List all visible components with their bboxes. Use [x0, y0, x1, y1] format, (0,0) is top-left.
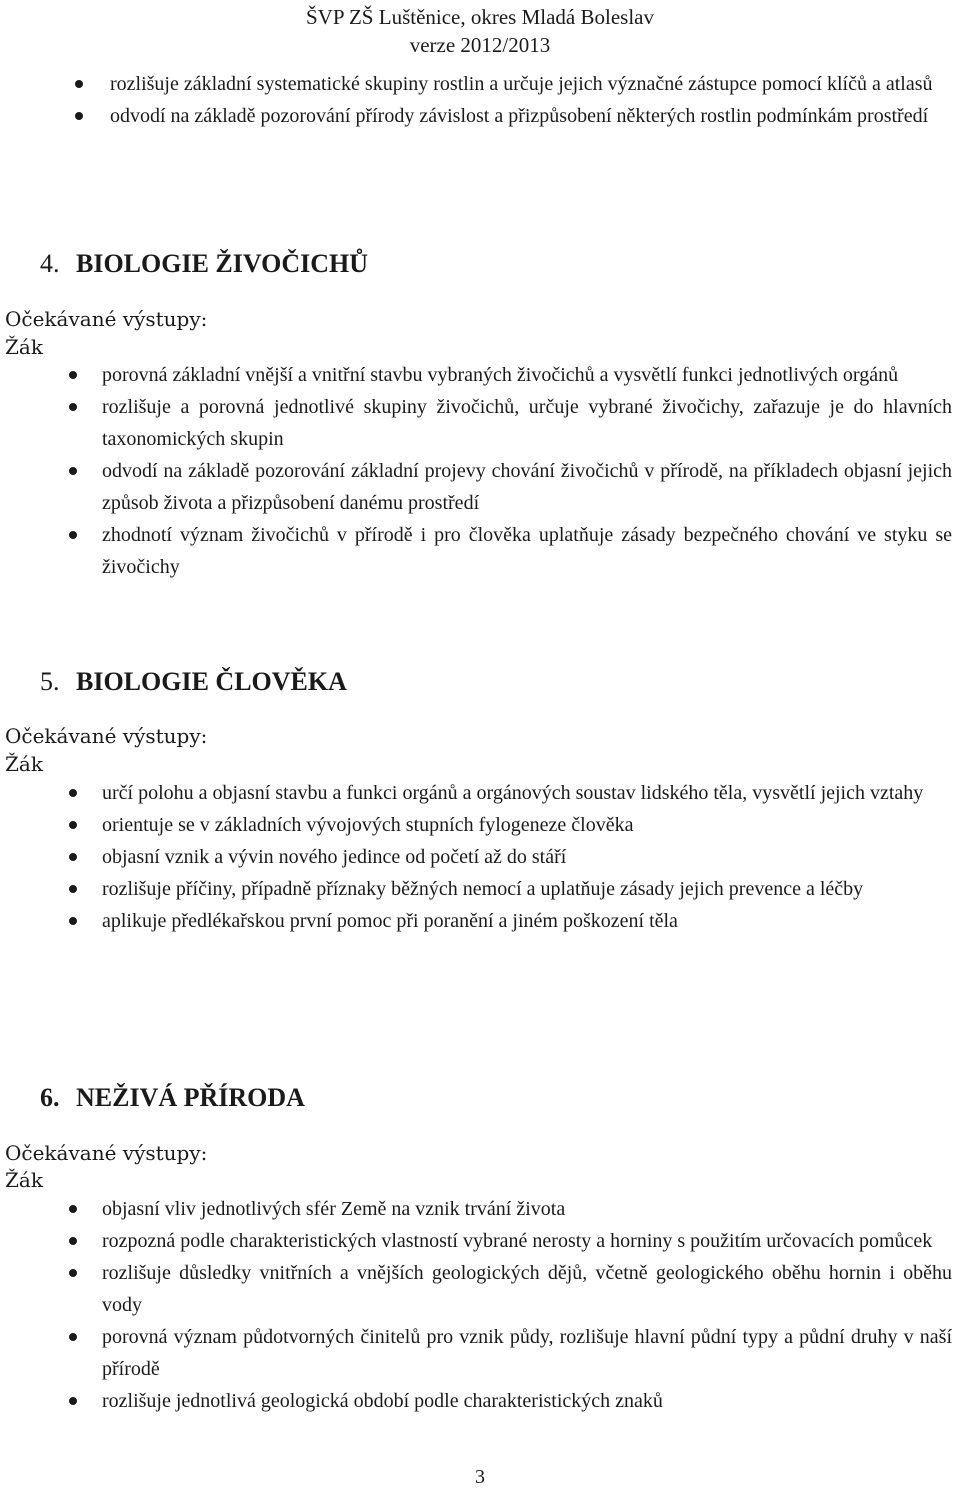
section-number: 6.	[40, 1083, 60, 1112]
list-item: porovná význam půdotvorných činitelů pro vznik půdy, rozlišuje hlavní půdní typy a půdní druhy v naší přírodě	[0, 1321, 960, 1385]
list-item: rozlišuje příčiny, případně příznaky běžných nemocí a uplatňuje zásady jejich prevence a léčby	[0, 873, 960, 905]
list-item: zhodnotí význam živočichů v přírodě i pro člověka uplatňuje zásady bezpečného chování ve styku se živočichy	[0, 519, 960, 583]
section-list	[0, 777, 960, 937]
list-item: určí polohu a objasní stavbu a funkci orgánů a orgánových soustav lidského těla, vysvětlí jejich vztahy	[0, 777, 960, 809]
section-heading	[40, 666, 347, 698]
section-title: BIOLOGIE ŽIVOČICHŮ	[76, 249, 369, 278]
section-number: 4.	[40, 249, 60, 278]
list-item: odvodí na základě pozorování základní projevy chování živočichů v přírodě, na příkladech objasní jejich způsob života a přizpůsobení danému prostředí	[0, 455, 960, 519]
list-item: aplikuje předlékařskou první pomoc při poranění a jiném poškození těla	[0, 905, 960, 937]
list-item: orientuje se v základních vývojových stupních fylogeneze člověka	[0, 809, 960, 841]
list-item: rozlišuje základní systematické skupiny rostlin a určuje jejich význačné zástupce pomocí klíčů a atlasů	[0, 68, 960, 100]
section-list-block	[0, 1193, 960, 1417]
page-number: 3	[475, 1466, 485, 1488]
section-title: NEŽIVÁ PŘÍRODA	[76, 1083, 305, 1112]
section-heading	[40, 248, 368, 280]
list-item: rozlišuje důsledky vnitřních a vnějších geologických dějů, včetně geologického oběhu hornin i oběhu vody	[0, 1257, 960, 1321]
list-item: objasní vznik a vývin nového jedince od početí až do stáří	[0, 841, 960, 873]
page-header	[0, 4, 960, 58]
intro-list-block	[0, 68, 960, 132]
list-item: rozlišuje jednotlivá geologická období podle charakteristických znaků	[0, 1385, 960, 1417]
section-list	[0, 1193, 960, 1417]
section-number: 5.	[40, 667, 60, 696]
list-item: porovná základní vnější a vnitřní stavbu vybraných živočichů a vysvětlí funkci jednotlivých orgánů	[0, 359, 960, 391]
section-list	[0, 359, 960, 583]
pupil-label: Žák	[5, 752, 43, 776]
intro-list	[0, 68, 960, 132]
school-name: ŠVP ZŠ Luštěnice, okres Mladá Boleslav	[305, 5, 654, 29]
outputs-label: Očekávané výstupy:	[5, 724, 208, 748]
section-heading	[40, 1082, 305, 1114]
outputs-label: Očekávané výstupy:	[5, 307, 208, 331]
outputs-label: Očekávané výstupy:	[5, 1141, 208, 1165]
list-item: rozlišuje a porovná jednotlivé skupiny živočichů, určuje vybrané živočichy, zařazuje je do hlavních taxonomických skupin	[0, 391, 960, 455]
list-item: objasní vliv jednotlivých sfér Země na vznik trvání života	[0, 1193, 960, 1225]
list-item: rozpozná podle charakteristických vlastností vybrané nerosty a horniny s použitím určovacích pomůcek	[0, 1225, 960, 1257]
pupil-label: Žák	[5, 335, 43, 359]
section-list-block	[0, 777, 960, 937]
section-title: BIOLOGIE ČLOVĚKA	[76, 667, 347, 696]
list-item: odvodí na základě pozorování přírody závislost a přizpůsobení některých rostlin podmínkám prostředí	[0, 100, 960, 132]
pupil-label: Žák	[5, 1168, 43, 1192]
section-list-block	[0, 359, 960, 583]
document-version: verze 2012/2013	[409, 33, 551, 57]
